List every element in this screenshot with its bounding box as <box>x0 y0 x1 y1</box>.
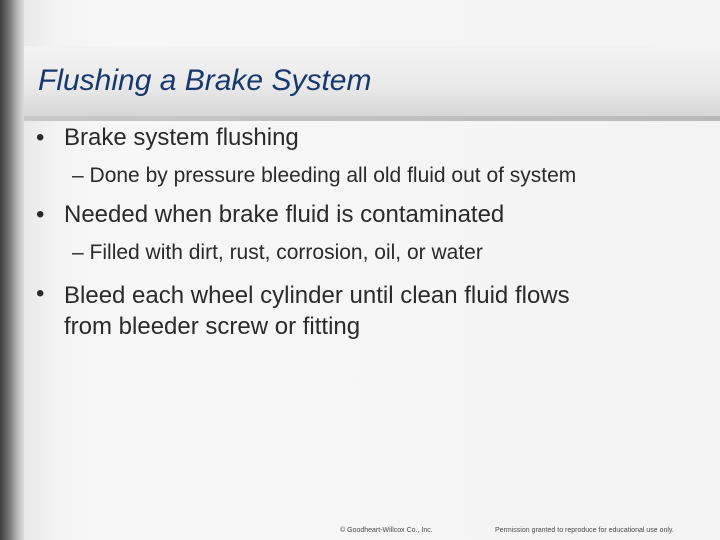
bullet-marker: • <box>36 201 45 228</box>
bullet-marker: • <box>36 124 45 151</box>
bullet-text: Brake system flushing <box>64 124 299 151</box>
sub-bullet-text: Done by pressure bleeding all old fluid out of system <box>89 164 577 187</box>
footer-permission: Permission granted to reproduce for educational use only. <box>495 527 674 534</box>
bullet-marker: • <box>36 280 45 307</box>
footer-copyright: © Goodheart-Willcox Co., Inc. <box>340 527 433 534</box>
bullet-text-line: Bleed each wheel cylinder until clean fluid flows <box>64 282 570 309</box>
sub-bullet-item <box>72 241 483 265</box>
sub-bullet-item <box>72 164 576 188</box>
slide-title: Flushing a Brake System <box>38 64 372 97</box>
bullet-text-line: from bleeder screw or fitting <box>64 313 361 340</box>
sub-bullet-marker: – <box>72 241 84 264</box>
bullet-text <box>64 280 570 342</box>
sub-bullet-marker: – <box>72 164 84 187</box>
sub-bullet-text: Filled with dirt, rust, corrosion, oil, or water <box>89 241 483 264</box>
bullet-text: Needed when brake fluid is contaminated <box>64 201 505 228</box>
